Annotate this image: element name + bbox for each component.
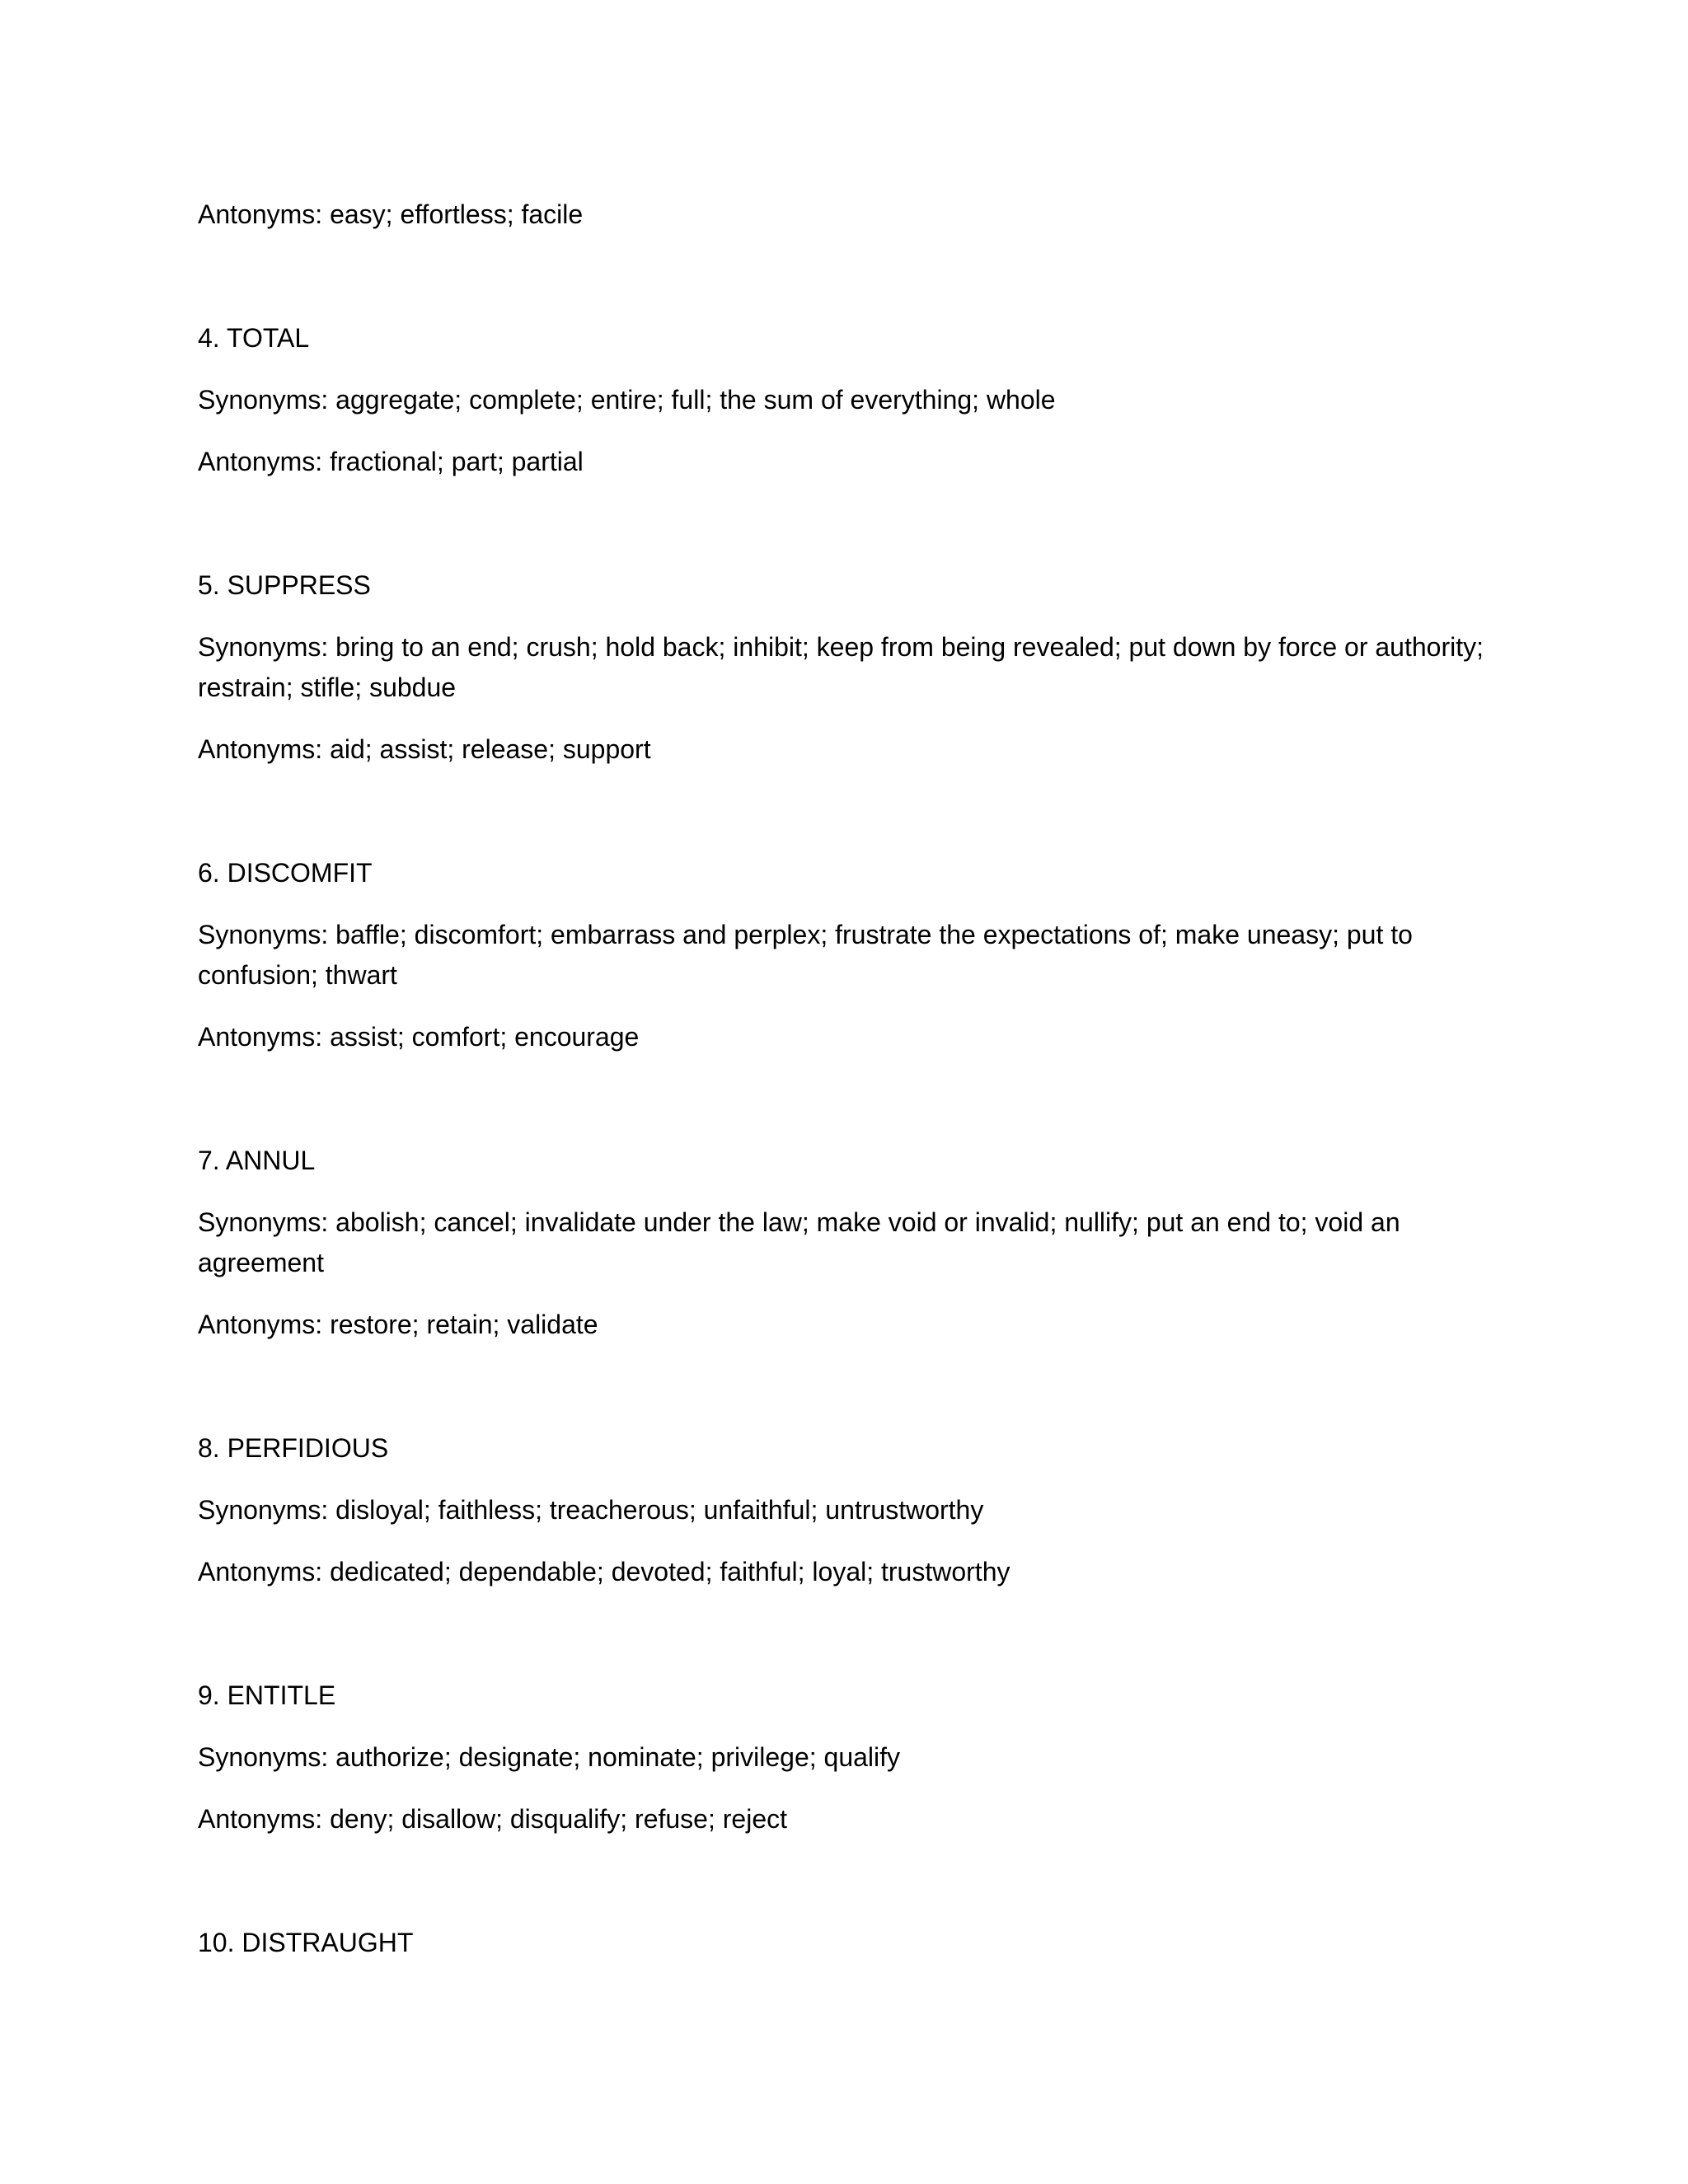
section-gap bbox=[198, 504, 1484, 565]
section-gap bbox=[198, 1861, 1484, 1923]
entry-heading: 8. PERFIDIOUS bbox=[198, 1433, 389, 1463]
antonyms-line: Antonyms: aid; assist; release; support bbox=[198, 734, 651, 764]
synonyms-line: Synonyms: disloyal; faithless; treacherous; unfaithful; untrustworthy bbox=[198, 1495, 984, 1525]
antonyms-line: Antonyms: deny; disallow; disqualify; refuse; reject bbox=[198, 1804, 787, 1834]
section-gap bbox=[198, 1079, 1484, 1141]
entry-total bbox=[198, 318, 1484, 482]
section-gap bbox=[198, 791, 1484, 853]
section-gap bbox=[198, 256, 1484, 318]
entry-heading: 9. ENTITLE bbox=[198, 1680, 336, 1710]
antonyms-line: Antonyms: assist; comfort; encourage bbox=[198, 1022, 640, 1052]
document-content bbox=[198, 194, 1484, 1985]
antonyms-line-continued: Antonyms: easy; effortless; facile bbox=[198, 199, 584, 229]
entry-annul bbox=[198, 1141, 1484, 1345]
synonyms-line: Synonyms: aggregate; complete; entire; full; the sum of everything; whole bbox=[198, 385, 1056, 415]
entry-entitle bbox=[198, 1675, 1484, 1840]
entry-suppress bbox=[198, 565, 1484, 770]
synonyms-line: Synonyms: abolish; cancel; invalidate under the law; make void or invalid; nullify; put an end to; void an agreement bbox=[198, 1207, 1400, 1277]
antonyms-line: Antonyms: fractional; part; partial bbox=[198, 447, 584, 476]
synonyms-line: Synonyms: baffle; discomfort; embarrass and perplex; frustrate the expectations of; make uneasy; put to confusion; thwart bbox=[198, 920, 1413, 990]
entry-heading-distraught: 10. DISTRAUGHT bbox=[198, 1928, 414, 1957]
entry-heading: 5. SUPPRESS bbox=[198, 570, 371, 600]
section-gap bbox=[198, 1366, 1484, 1428]
entry-discomfit bbox=[198, 853, 1484, 1057]
antonyms-line: Antonyms: dedicated; dependable; devoted; faithful; loyal; trustworthy bbox=[198, 1557, 1010, 1586]
entry-perfidious bbox=[198, 1428, 1484, 1592]
entry-heading: 6. DISCOMFIT bbox=[198, 858, 373, 888]
section-gap bbox=[198, 1614, 1484, 1675]
entry-heading: 4. TOTAL bbox=[198, 323, 310, 353]
antonyms-line: Antonyms: restore; retain; validate bbox=[198, 1310, 598, 1339]
synonyms-line: Synonyms: authorize; designate; nominate; privilege; qualify bbox=[198, 1742, 901, 1772]
synonyms-line: Synonyms: bring to an end; crush; hold back; inhibit; keep from being revealed; put down by force or authority; restrain; stifle; subdue bbox=[198, 632, 1484, 702]
entry-heading: 7. ANNUL bbox=[198, 1146, 316, 1175]
